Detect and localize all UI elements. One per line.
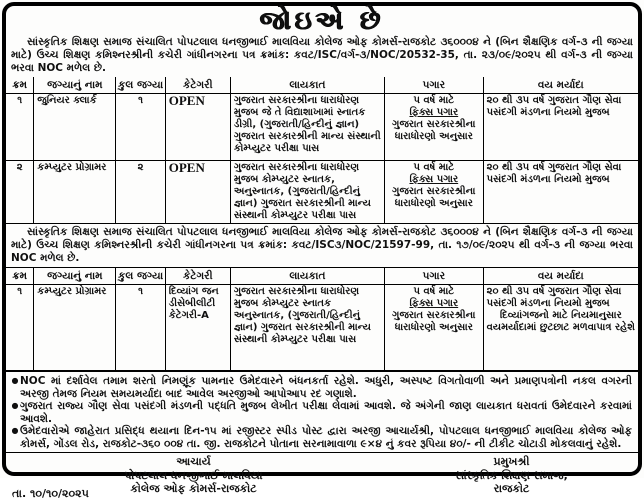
pay-fixed-label: ફિક્સ પગાર: [409, 174, 459, 185]
column-header-qualification: લાયકાત: [230, 77, 384, 94]
table-1-header-row: [6, 77, 638, 94]
column-header-total: કુલ જગ્યા: [116, 268, 165, 285]
column-header-post: જગ્યાનું નામ: [34, 268, 116, 285]
list-item: [10, 375, 632, 400]
pay-cell: [385, 285, 484, 371]
vacancy-table-1: [6, 77, 638, 224]
column-header-age: વય મર્યાદા: [483, 268, 638, 285]
column-header-sr: ક્રમ: [6, 268, 34, 285]
intro-paragraph-1: [6, 35, 638, 77]
list-item: [10, 400, 632, 425]
post-name-cell: જુનિયર ક્લાર્ક: [34, 94, 116, 161]
pay-duration: પ વર્ષ માટે: [413, 95, 455, 106]
table-2-header-row: [6, 268, 638, 285]
pay-fixed-label: ફિક્સ પગાર: [409, 107, 459, 118]
intro-paragraph-2: [6, 224, 638, 267]
qualification-cell: ગુજરાત સરકારશ્રીના ધારાધોરણ મુજબ કોમ્પ્યુટર સ્નાતક અનુસ્નાતક, (ગુજરાતી/હિન્દીનું જ્ઞાન) ગુજરાત સરકારશ્રીની માન્ય સંસ્થાની કોમ્પ્યુટર પરીક્ષા પાસ: [230, 285, 384, 371]
vacancy-table-2: [6, 267, 638, 371]
total-vacancy-cell: ૧: [116, 94, 165, 161]
intro-paragraph-2-text: સાંસ્કૃતિક શિક્ષણ સમાજ સંચાલિત પોપટલાલ ધનજીભાઈ માલવિયા કોલેજ ઓફ કોમર્સ-રાજકોટ ૩૬૦૦૦૪ ને (બિન શૈક્ષણિક વર્ગ-૩ ની જગ્યા માટે) ઉચ્ચ શિક્ષણ કમિશ્નરશ્રીની કચેરી ગાંધીનગરના પત્ર ક્રમાંક: કવટ/ISC૩/NOC/21597-99, તા. ૧૭/૦૯/૨૦૨૫ થી વર્ગ-૩ ની જગ્યા ભરવા NOC મળેલ છે.: [11, 226, 633, 264]
list-item: [10, 425, 632, 450]
category-cell: OPEN: [165, 94, 230, 161]
bullet-dot-icon: ●: [11, 401, 19, 410]
bullet-dot-icon: ●: [11, 426, 19, 435]
sr-cell: ૧: [6, 285, 34, 371]
page-title: જોઇએ છે: [259, 6, 385, 36]
post-name-cell: કમ્પ્યુટર પ્રોગ્રામર: [34, 285, 116, 371]
president-city: રાજકોટ: [493, 482, 530, 495]
column-header-age: વય મર્યાદા: [483, 77, 638, 94]
principal-signature-block: [86, 455, 301, 496]
president-society-name: સાંસ્કૃતિક શિક્ષણ સમાજ,: [455, 468, 568, 482]
qualification-cell: ગુજરાત સરકારશ્રીના ધારાધોરણ મુજબ જે તે વિદ્યાશાખામાં સ્નાતક ડીગ્રી, (ગુજરાતી/હિન્દીનું જ્ઞાન) ગુજરાત સરકારશ્રીની માન્ય સંસ્થાની કોમ્પ્યુટર પરીક્ષા પાસ: [230, 94, 384, 161]
age-limit-cell: ૨૦ થી ૩૫ વર્ષ ગુજરાત ગૌણ સેવા પસંદગી મંડળના નિયમો મુજબ: [483, 94, 638, 161]
pay-fixed-label: ફિક્સ પગાર: [409, 298, 459, 309]
pay-cell: [385, 94, 484, 161]
column-header-post: જગ્યાનું નામ: [34, 77, 116, 94]
column-header-pay: પગાર: [385, 77, 484, 94]
pay-duration: પ વર્ષ માટે: [413, 162, 455, 173]
column-header-category: કેટેગરી: [165, 268, 230, 285]
general-conditions-section: [6, 371, 638, 452]
sr-cell: ૨: [6, 161, 34, 224]
age-limit-text: ૨૦ થી ૩૫ વર્ષ ગુજરાત ગૌણ સેવા પસંદગી મંડળના નિયમો મુજબ: [486, 286, 622, 309]
note-text: ગુજરાત રાજ્ય ગૌણ સેવા પસંદગી મંડળની પદ્ધતિ મુજબ લેખીત પરીક્ષા લેવામાં આવશે. જે અંગેની જાણ લાયકાત ધરાવતાં ઉમેદવારને કરવામાં આવશે.: [20, 400, 632, 425]
pay-cell: [385, 161, 484, 224]
pay-norms: ગુજરાત સરકારશ્રીના ધારાધોરણો અનુસાર: [392, 310, 476, 333]
total-vacancy-cell: ૧: [116, 285, 165, 371]
post-name-cell: કમ્પ્યુટર પ્રોગ્રામર: [34, 161, 116, 224]
principal-college-city: કોલેજ ઓફ કોમર્સ-રાજકોટ: [130, 482, 257, 495]
principal-title: આચાર્ય: [176, 455, 211, 468]
qualification-cell: ગુજરાત સરકારશ્રીના ધારાધોરણ મુજબ કોમ્પ્યુટર સ્નાતક, અનુસ્નાતક, (ગુજરાતી/હિન્દીનું જ્ઞાન) ગુજરાત સરકારશ્રીની માન્ય સંસ્થાની કોમ્પ્યુટર પરીક્ષા પાસ: [230, 161, 384, 224]
column-header-total: કુલ જગ્યા: [116, 77, 165, 94]
pay-norms: ગુજરાત સરકારશ્રીના ધારાધોરણો અનુસાર: [392, 119, 476, 142]
intro-paragraph-1-text: સાંસ્કૃતિક શિક્ષણ સમાજ સંચાલિત પોપટલાલ ધનજીભાઈ માલવિયા કોલેજ ઓફ કોમર્સ-રાજકોટ ૩૬૦૦૦૪ ને (બિન શૈક્ષણિક વર્ગ-૩ ની જગ્યા માટે) ઉચ્ચ શિક્ષણ કમિશ્નરશ્રીની કચેરી ગાંધીનગરના પત્ર ક્રમાંક: કવટ/ISC/વર્ગ-૩/NOC/20532-35, તા. ૨૩/૦૯/૨૦૨૫ થી વર્ગ-૩ ની જગ્યા ભરવા NOC મળેલ છે.: [11, 36, 633, 74]
sr-cell: ૧: [6, 94, 34, 161]
column-header-category: કેટેગરી: [165, 77, 230, 94]
principal-college-name: પોપટલાલ ધનજીભાઈ માલવિયા: [124, 468, 263, 482]
total-vacancy-cell: ૨: [116, 161, 165, 224]
age-limit-cell: ૨૦ થી ૩૫ વર્ષ ગુજરાત ગૌણ સેવા પસંદગી મંડળના નિયમો મુજબ: [483, 161, 638, 224]
publication-date: તા. ૧૦/૧૦/૨૦૨૫: [12, 487, 89, 500]
category-cell: દિવ્યાંગ જન ડીસેબીલીટી કેટેગરી-A: [165, 285, 230, 371]
age-relaxation-text: દિવ્યાંગજનો માટે નિયમાનુસાર વયમર્યાદામાં છુટછાટ મળવાપાત્ર રહેશે: [486, 310, 635, 333]
president-title: પ્રમુખશ્રી: [493, 455, 530, 468]
note-text: ઉમેદવારોએ જાહેરાત પ્રસિદ્ધ થયાના દિન-૧૫ માં રજીસ્ટર સ્પીડ પોસ્ટ દ્વારા અરજી આચાર્યશ્રી, પોપટલાલ ધનજીભાઈ માલવિયા કોલેજ ઓફ કોમર્સ, ગોંડલ રોડ, રાજકોટ-૩૬૦ ૦૦૪ તા. જી. રાજકોટને પોતાના સરનામાવાળા ૯×૪ નું કવર રૂપિયા ૪૦/- ની ટીકીટ ચોટાડી મોકલવાનું રહેશે.: [20, 425, 632, 450]
table-row: [6, 285, 638, 371]
bullet-dot-icon: ●: [11, 376, 19, 385]
column-header-pay: પગાર: [385, 268, 484, 285]
pay-norms: ગુજરાત સરકારશ્રીના ધારાધોરણો અનુસાર: [392, 186, 476, 209]
table-row: [6, 94, 638, 161]
column-header-qualification: લાયકાત: [230, 268, 384, 285]
age-limit-cell: [483, 285, 638, 371]
signature-footer: [6, 452, 638, 504]
president-signature-block: [404, 455, 619, 496]
document-border-frame: [2, 2, 642, 500]
note-text: NOC માં દર્શાવેલ તમામ શરતો નિમણૂંક પામનાર ઉમેદવારને બંધનકર્તા રહેશે. અધુરી, અસ્પષ્ટ વિગતોવાળી અને પ્રમાણપત્રોની નકલ વગરની અરજી તેમજ નિયમ સમયમર્યાદા બાદ આવેલ અરજીઓ આપોઆપ રદ ગણાશે.: [20, 375, 632, 400]
category-cell: OPEN: [165, 161, 230, 224]
pay-duration: પ વર્ષ માટે: [413, 286, 455, 297]
column-header-sr: ક્રમ: [6, 77, 34, 94]
table-row: [6, 161, 638, 224]
